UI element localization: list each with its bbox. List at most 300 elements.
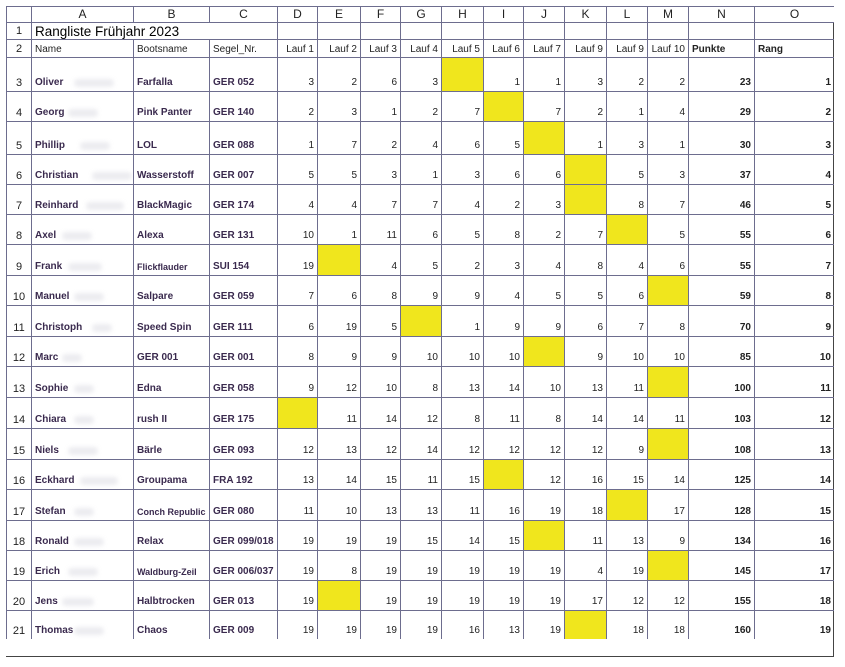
- cell-lauf-1[interactable]: 19: [277, 244, 317, 275]
- cell-lauf-3[interactable]: 6: [360, 57, 400, 91]
- header-segel-nr[interactable]: Segel_Nr.: [209, 39, 277, 57]
- cell-lauf-10[interactable]: 11: [647, 397, 688, 428]
- cell-lauf-9[interactable]: 14: [606, 397, 647, 428]
- cell-lauf-8[interactable]: [564, 154, 606, 184]
- cell-lauf-5[interactable]: 14: [441, 520, 483, 550]
- cell-lauf-10[interactable]: 3: [647, 154, 688, 184]
- cell-lauf-2[interactable]: [317, 244, 360, 275]
- cell-lauf-7[interactable]: [523, 336, 564, 366]
- cell-lauf-6[interactable]: 10: [483, 336, 523, 366]
- cell-name[interactable]: Sophie: [31, 366, 133, 397]
- cell-lauf-3[interactable]: 19: [360, 550, 400, 580]
- cell-lauf-9[interactable]: 7: [606, 305, 647, 336]
- row-number[interactable]: 21: [6, 610, 31, 639]
- cell-rang[interactable]: 10: [754, 336, 834, 366]
- column-header-l[interactable]: L: [606, 6, 647, 22]
- cell-lauf-10[interactable]: 4: [647, 91, 688, 121]
- column-header-f[interactable]: F: [360, 6, 400, 22]
- cell-lauf-4[interactable]: 19: [400, 580, 441, 610]
- cell-sail-number[interactable]: GER 111: [209, 305, 277, 336]
- cell-punkte[interactable]: 100: [688, 366, 754, 397]
- cell-boat-name[interactable]: Flickflauder: [133, 244, 209, 275]
- cell-lauf-2[interactable]: 3: [317, 91, 360, 121]
- cell-name[interactable]: Manuel: [31, 275, 133, 305]
- row-number[interactable]: 20: [6, 580, 31, 610]
- cell-lauf-4[interactable]: 8: [400, 366, 441, 397]
- cell-lauf-7[interactable]: 19: [523, 489, 564, 520]
- cell-sail-number[interactable]: GER 001: [209, 336, 277, 366]
- cell-boat-name[interactable]: Chaos: [133, 610, 209, 639]
- cell-lauf-5[interactable]: 19: [441, 550, 483, 580]
- cell-rang[interactable]: 19: [754, 610, 834, 639]
- cell-name[interactable]: Chiara: [31, 397, 133, 428]
- cell-rang[interactable]: 4: [754, 154, 834, 184]
- cell-sail-number[interactable]: GER 009: [209, 610, 277, 639]
- column-header-h[interactable]: H: [441, 6, 483, 22]
- cell-empty[interactable]: [523, 22, 564, 39]
- cell-lauf-8[interactable]: [564, 610, 606, 639]
- cell-boat-name[interactable]: Salpare: [133, 275, 209, 305]
- cell-lauf-9[interactable]: [606, 214, 647, 244]
- cell-sail-number[interactable]: GER 007: [209, 154, 277, 184]
- cell-lauf-1[interactable]: 10: [277, 214, 317, 244]
- cell-sail-number[interactable]: SUI 154: [209, 244, 277, 275]
- cell-boat-name[interactable]: Conch Republic: [133, 489, 209, 520]
- cell-empty[interactable]: [400, 22, 441, 39]
- row-number[interactable]: 10: [6, 275, 31, 305]
- cell-sail-number[interactable]: GER 080: [209, 489, 277, 520]
- header-rang[interactable]: Rang: [754, 39, 834, 57]
- cell-lauf-7[interactable]: 2: [523, 214, 564, 244]
- cell-lauf-4[interactable]: 9: [400, 275, 441, 305]
- cell-lauf-2[interactable]: 11: [317, 397, 360, 428]
- cell-lauf-10[interactable]: 8: [647, 305, 688, 336]
- cell-name[interactable]: Phillip: [31, 121, 133, 154]
- cell-sail-number[interactable]: GER 006/037: [209, 550, 277, 580]
- cell-lauf-4[interactable]: 10: [400, 336, 441, 366]
- cell-boat-name[interactable]: rush II: [133, 397, 209, 428]
- cell-lauf-3[interactable]: 13: [360, 489, 400, 520]
- column-header-a[interactable]: A: [31, 6, 133, 22]
- header-lauf-2[interactable]: Lauf 2: [317, 39, 360, 57]
- cell-lauf-9[interactable]: 18: [606, 610, 647, 639]
- cell-lauf-8[interactable]: 8: [564, 244, 606, 275]
- cell-name[interactable]: Thomas: [31, 610, 133, 639]
- column-header-d[interactable]: D: [277, 6, 317, 22]
- cell-lauf-7[interactable]: 1: [523, 57, 564, 91]
- cell-lauf-1[interactable]: 5: [277, 154, 317, 184]
- cell-lauf-7[interactable]: 19: [523, 580, 564, 610]
- cell-lauf-1[interactable]: 19: [277, 610, 317, 639]
- cell-punkte[interactable]: 29: [688, 91, 754, 121]
- cell-name[interactable]: Niels: [31, 428, 133, 459]
- cell-lauf-8[interactable]: 4: [564, 550, 606, 580]
- cell-name[interactable]: Georg: [31, 91, 133, 121]
- cell-punkte[interactable]: 23: [688, 57, 754, 91]
- cell-lauf-10[interactable]: 18: [647, 610, 688, 639]
- cell-lauf-5[interactable]: 5: [441, 214, 483, 244]
- cell-lauf-1[interactable]: 13: [277, 459, 317, 489]
- cell-lauf-4[interactable]: 6: [400, 214, 441, 244]
- cell-empty[interactable]: [564, 22, 606, 39]
- cell-lauf-10[interactable]: 14: [647, 459, 688, 489]
- cell-lauf-6[interactable]: 2: [483, 184, 523, 214]
- row-number[interactable]: 11: [6, 305, 31, 336]
- cell-boat-name[interactable]: Wasserstoff: [133, 154, 209, 184]
- cell-lauf-10[interactable]: [647, 275, 688, 305]
- cell-lauf-9[interactable]: 19: [606, 550, 647, 580]
- cell-lauf-9[interactable]: 1: [606, 91, 647, 121]
- cell-rang[interactable]: 7: [754, 244, 834, 275]
- cell-lauf-5[interactable]: 11: [441, 489, 483, 520]
- cell-boat-name[interactable]: Relax: [133, 520, 209, 550]
- cell-lauf-3[interactable]: 19: [360, 520, 400, 550]
- cell-lauf-10[interactable]: 6: [647, 244, 688, 275]
- cell-rang[interactable]: 17: [754, 550, 834, 580]
- cell-punkte[interactable]: 103: [688, 397, 754, 428]
- cell-empty[interactable]: [688, 22, 754, 39]
- cell-lauf-3[interactable]: 2: [360, 121, 400, 154]
- cell-rang[interactable]: 15: [754, 489, 834, 520]
- cell-lauf-4[interactable]: 13: [400, 489, 441, 520]
- cell-boat-name[interactable]: Halbtrocken: [133, 580, 209, 610]
- cell-lauf-9[interactable]: 12: [606, 580, 647, 610]
- cell-lauf-10[interactable]: 10: [647, 336, 688, 366]
- column-header-b[interactable]: B: [133, 6, 209, 22]
- header-lauf-4[interactable]: Lauf 4: [400, 39, 441, 57]
- cell-lauf-8[interactable]: 13: [564, 366, 606, 397]
- cell-punkte[interactable]: 37: [688, 154, 754, 184]
- cell-rang[interactable]: 14: [754, 459, 834, 489]
- header-lauf-9[interactable]: Lauf 9: [606, 39, 647, 57]
- cell-lauf-6[interactable]: 15: [483, 520, 523, 550]
- cell-lauf-7[interactable]: 12: [523, 459, 564, 489]
- cell-lauf-2[interactable]: 1: [317, 214, 360, 244]
- cell-name[interactable]: Oliver: [31, 57, 133, 91]
- cell-boat-name[interactable]: Farfalla: [133, 57, 209, 91]
- cell-lauf-7[interactable]: [523, 520, 564, 550]
- column-header-i[interactable]: I: [483, 6, 523, 22]
- cell-sail-number[interactable]: GER 099/018: [209, 520, 277, 550]
- cell-lauf-3[interactable]: 7: [360, 184, 400, 214]
- cell-boat-name[interactable]: Groupama: [133, 459, 209, 489]
- cell-rang[interactable]: 12: [754, 397, 834, 428]
- cell-boat-name[interactable]: LOL: [133, 121, 209, 154]
- cell-boat-name[interactable]: Edna: [133, 366, 209, 397]
- cell-lauf-2[interactable]: 12: [317, 366, 360, 397]
- row-number[interactable]: 18: [6, 520, 31, 550]
- cell-lauf-5[interactable]: 16: [441, 610, 483, 639]
- cell-punkte[interactable]: 108: [688, 428, 754, 459]
- cell-lauf-6[interactable]: 8: [483, 214, 523, 244]
- cell-lauf-9[interactable]: 4: [606, 244, 647, 275]
- cell-lauf-4[interactable]: 7: [400, 184, 441, 214]
- cell-lauf-9[interactable]: 3: [606, 121, 647, 154]
- cell-punkte[interactable]: 70: [688, 305, 754, 336]
- cell-lauf-2[interactable]: 9: [317, 336, 360, 366]
- cell-lauf-10[interactable]: 5: [647, 214, 688, 244]
- row-number[interactable]: 7: [6, 184, 31, 214]
- cell-rang[interactable]: 5: [754, 184, 834, 214]
- cell-lauf-4[interactable]: 5: [400, 244, 441, 275]
- cell-lauf-3[interactable]: 15: [360, 459, 400, 489]
- cell-rang[interactable]: 6: [754, 214, 834, 244]
- cell-lauf-2[interactable]: 6: [317, 275, 360, 305]
- cell-lauf-8[interactable]: [564, 184, 606, 214]
- cell-punkte[interactable]: 125: [688, 459, 754, 489]
- header-lauf-10[interactable]: Lauf 10: [647, 39, 688, 57]
- cell-sail-number[interactable]: GER 093: [209, 428, 277, 459]
- cell-lauf-4[interactable]: 15: [400, 520, 441, 550]
- cell-lauf-7[interactable]: 5: [523, 275, 564, 305]
- column-header-n[interactable]: N: [688, 6, 754, 22]
- row-number[interactable]: 4: [6, 91, 31, 121]
- cell-name[interactable]: Stefan: [31, 489, 133, 520]
- cell-punkte[interactable]: 145: [688, 550, 754, 580]
- cell-punkte[interactable]: 155: [688, 580, 754, 610]
- cell-lauf-7[interactable]: [523, 121, 564, 154]
- cell-lauf-5[interactable]: 13: [441, 366, 483, 397]
- cell-boat-name[interactable]: Alexa: [133, 214, 209, 244]
- header-lauf-1[interactable]: Lauf 1: [277, 39, 317, 57]
- cell-rang[interactable]: 3: [754, 121, 834, 154]
- cell-lauf-7[interactable]: 8: [523, 397, 564, 428]
- cell-lauf-5[interactable]: 6: [441, 121, 483, 154]
- cell-lauf-10[interactable]: 12: [647, 580, 688, 610]
- cell-lauf-6[interactable]: 12: [483, 428, 523, 459]
- cell-lauf-7[interactable]: 6: [523, 154, 564, 184]
- cell-lauf-7[interactable]: 3: [523, 184, 564, 214]
- row-number[interactable]: 17: [6, 489, 31, 520]
- row-number[interactable]: 6: [6, 154, 31, 184]
- cell-lauf-1[interactable]: 4: [277, 184, 317, 214]
- row-number[interactable]: 13: [6, 366, 31, 397]
- cell-lauf-3[interactable]: 4: [360, 244, 400, 275]
- cell-lauf-9[interactable]: 15: [606, 459, 647, 489]
- cell-lauf-9[interactable]: 6: [606, 275, 647, 305]
- cell-lauf-3[interactable]: 12: [360, 428, 400, 459]
- cell-lauf-3[interactable]: 1: [360, 91, 400, 121]
- header-lauf-3[interactable]: Lauf 3: [360, 39, 400, 57]
- cell-lauf-4[interactable]: 12: [400, 397, 441, 428]
- cell-lauf-1[interactable]: 19: [277, 550, 317, 580]
- cell-lauf-8[interactable]: 11: [564, 520, 606, 550]
- cell-empty[interactable]: [483, 22, 523, 39]
- cell-lauf-1[interactable]: 1: [277, 121, 317, 154]
- cell-lauf-8[interactable]: 6: [564, 305, 606, 336]
- cell-lauf-7[interactable]: 7: [523, 91, 564, 121]
- cell-punkte[interactable]: 55: [688, 244, 754, 275]
- cell-lauf-1[interactable]: 6: [277, 305, 317, 336]
- cell-sail-number[interactable]: GER 131: [209, 214, 277, 244]
- column-header-g[interactable]: G: [400, 6, 441, 22]
- cell-lauf-10[interactable]: [647, 550, 688, 580]
- cell-lauf-6[interactable]: [483, 91, 523, 121]
- cell-lauf-5[interactable]: 12: [441, 428, 483, 459]
- cell-punkte[interactable]: 128: [688, 489, 754, 520]
- row-number[interactable]: 9: [6, 244, 31, 275]
- cell-punkte[interactable]: 59: [688, 275, 754, 305]
- cell-sail-number[interactable]: GER 174: [209, 184, 277, 214]
- cell-name[interactable]: Erich: [31, 550, 133, 580]
- cell-lauf-8[interactable]: 12: [564, 428, 606, 459]
- cell-lauf-3[interactable]: 19: [360, 610, 400, 639]
- cell-boat-name[interactable]: GER 001: [133, 336, 209, 366]
- column-header-j[interactable]: J: [523, 6, 564, 22]
- cell-name[interactable]: Eckhard: [31, 459, 133, 489]
- cell-lauf-5[interactable]: 2: [441, 244, 483, 275]
- cell-boat-name[interactable]: BlackMagic: [133, 184, 209, 214]
- cell-lauf-10[interactable]: [647, 366, 688, 397]
- cell-lauf-4[interactable]: 11: [400, 459, 441, 489]
- cell-boat-name[interactable]: Waldburg-Zeil: [133, 550, 209, 580]
- cell-sail-number[interactable]: GER 175: [209, 397, 277, 428]
- cell-lauf-9[interactable]: 8: [606, 184, 647, 214]
- row-number[interactable]: 3: [6, 57, 31, 91]
- cell-lauf-6[interactable]: 9: [483, 305, 523, 336]
- cell-empty[interactable]: [317, 22, 360, 39]
- cell-lauf-1[interactable]: 3: [277, 57, 317, 91]
- cell-lauf-6[interactable]: 16: [483, 489, 523, 520]
- cell-rang[interactable]: 8: [754, 275, 834, 305]
- header-lauf-7[interactable]: Lauf 7: [523, 39, 564, 57]
- cell-lauf-6[interactable]: 13: [483, 610, 523, 639]
- cell-empty[interactable]: [441, 22, 483, 39]
- cell-lauf-2[interactable]: 19: [317, 610, 360, 639]
- header-bootsname[interactable]: Bootsname: [133, 39, 209, 57]
- row-number-1[interactable]: 1: [6, 22, 31, 39]
- cell-punkte[interactable]: 134: [688, 520, 754, 550]
- cell-sail-number[interactable]: FRA 192: [209, 459, 277, 489]
- cell-lauf-10[interactable]: 1: [647, 121, 688, 154]
- cell-lauf-8[interactable]: 16: [564, 459, 606, 489]
- cell-lauf-10[interactable]: 7: [647, 184, 688, 214]
- cell-lauf-10[interactable]: [647, 428, 688, 459]
- cell-punkte[interactable]: 85: [688, 336, 754, 366]
- cell-lauf-7[interactable]: 12: [523, 428, 564, 459]
- cell-name[interactable]: Reinhard: [31, 184, 133, 214]
- row-number[interactable]: 8: [6, 214, 31, 244]
- cell-lauf-6[interactable]: 19: [483, 580, 523, 610]
- row-number[interactable]: 14: [6, 397, 31, 428]
- cell-name[interactable]: Jens: [31, 580, 133, 610]
- row-number[interactable]: 5: [6, 121, 31, 154]
- cell-lauf-3[interactable]: 14: [360, 397, 400, 428]
- header-name[interactable]: Name: [31, 39, 133, 57]
- cell-name[interactable]: Frank: [31, 244, 133, 275]
- cell-lauf-2[interactable]: 14: [317, 459, 360, 489]
- row-number[interactable]: 19: [6, 550, 31, 580]
- cell-lauf-5[interactable]: 8: [441, 397, 483, 428]
- cell-lauf-6[interactable]: 11: [483, 397, 523, 428]
- cell-lauf-5[interactable]: 4: [441, 184, 483, 214]
- cell-lauf-9[interactable]: 10: [606, 336, 647, 366]
- cell-lauf-4[interactable]: 3: [400, 57, 441, 91]
- cell-empty[interactable]: [606, 22, 647, 39]
- cell-boat-name[interactable]: Bärle: [133, 428, 209, 459]
- cell-punkte[interactable]: 30: [688, 121, 754, 154]
- cell-lauf-7[interactable]: 19: [523, 610, 564, 639]
- cell-boat-name[interactable]: Pink Panter: [133, 91, 209, 121]
- row-number[interactable]: 15: [6, 428, 31, 459]
- cell-rang[interactable]: 16: [754, 520, 834, 550]
- cell-lauf-3[interactable]: 8: [360, 275, 400, 305]
- cell-lauf-7[interactable]: 4: [523, 244, 564, 275]
- cell-lauf-3[interactable]: 19: [360, 580, 400, 610]
- cell-rang[interactable]: 18: [754, 580, 834, 610]
- cell-lauf-1[interactable]: 9: [277, 366, 317, 397]
- column-header-k[interactable]: K: [564, 6, 606, 22]
- cell-lauf-3[interactable]: 9: [360, 336, 400, 366]
- cell-name[interactable]: Christoph: [31, 305, 133, 336]
- cell-lauf-4[interactable]: 19: [400, 610, 441, 639]
- cell-rang[interactable]: 9: [754, 305, 834, 336]
- cell-empty[interactable]: [754, 22, 834, 39]
- cell-name[interactable]: Axel: [31, 214, 133, 244]
- cell-boat-name[interactable]: Speed Spin: [133, 305, 209, 336]
- cell-lauf-1[interactable]: 7: [277, 275, 317, 305]
- cell-lauf-3[interactable]: 10: [360, 366, 400, 397]
- row-number[interactable]: 16: [6, 459, 31, 489]
- row-number[interactable]: 12: [6, 336, 31, 366]
- cell-lauf-6[interactable]: 19: [483, 550, 523, 580]
- column-header-o[interactable]: O: [754, 6, 834, 22]
- cell-lauf-8[interactable]: 18: [564, 489, 606, 520]
- cell-lauf-2[interactable]: 19: [317, 520, 360, 550]
- cell-lauf-5[interactable]: 3: [441, 154, 483, 184]
- cell-lauf-5[interactable]: 7: [441, 91, 483, 121]
- cell-lauf-3[interactable]: 5: [360, 305, 400, 336]
- cell-lauf-2[interactable]: 8: [317, 550, 360, 580]
- cell-lauf-9[interactable]: 13: [606, 520, 647, 550]
- cell-rang[interactable]: 2: [754, 91, 834, 121]
- cell-lauf-2[interactable]: 2: [317, 57, 360, 91]
- header-lauf-5[interactable]: Lauf 5: [441, 39, 483, 57]
- cell-rang[interactable]: 1: [754, 57, 834, 91]
- cell-punkte[interactable]: 55: [688, 214, 754, 244]
- cell-lauf-9[interactable]: 11: [606, 366, 647, 397]
- cell-punkte[interactable]: 46: [688, 184, 754, 214]
- column-header-e[interactable]: E: [317, 6, 360, 22]
- cell-lauf-7[interactable]: 9: [523, 305, 564, 336]
- cell-lauf-8[interactable]: 9: [564, 336, 606, 366]
- cell-lauf-4[interactable]: 2: [400, 91, 441, 121]
- header-lauf-6[interactable]: Lauf 6: [483, 39, 523, 57]
- cell-sail-number[interactable]: GER 058: [209, 366, 277, 397]
- header-punkte[interactable]: Punkte: [688, 39, 754, 57]
- cell-sail-number[interactable]: GER 140: [209, 91, 277, 121]
- cell-name[interactable]: Marc: [31, 336, 133, 366]
- cell-lauf-2[interactable]: 7: [317, 121, 360, 154]
- cell-lauf-6[interactable]: 14: [483, 366, 523, 397]
- cell-lauf-9[interactable]: [606, 489, 647, 520]
- cell-lauf-2[interactable]: 13: [317, 428, 360, 459]
- cell-lauf-1[interactable]: 12: [277, 428, 317, 459]
- cell-lauf-5[interactable]: 9: [441, 275, 483, 305]
- cell-lauf-4[interactable]: 4: [400, 121, 441, 154]
- cell-lauf-4[interactable]: [400, 305, 441, 336]
- cell-lauf-2[interactable]: 10: [317, 489, 360, 520]
- cell-lauf-8[interactable]: 7: [564, 214, 606, 244]
- cell-punkte[interactable]: 160: [688, 610, 754, 639]
- cell-lauf-8[interactable]: 2: [564, 91, 606, 121]
- cell-rang[interactable]: 11: [754, 366, 834, 397]
- cell-lauf-3[interactable]: 11: [360, 214, 400, 244]
- cell-lauf-1[interactable]: 19: [277, 580, 317, 610]
- cell-lauf-9[interactable]: 9: [606, 428, 647, 459]
- cell-lauf-5[interactable]: 19: [441, 580, 483, 610]
- cell-sail-number[interactable]: GER 013: [209, 580, 277, 610]
